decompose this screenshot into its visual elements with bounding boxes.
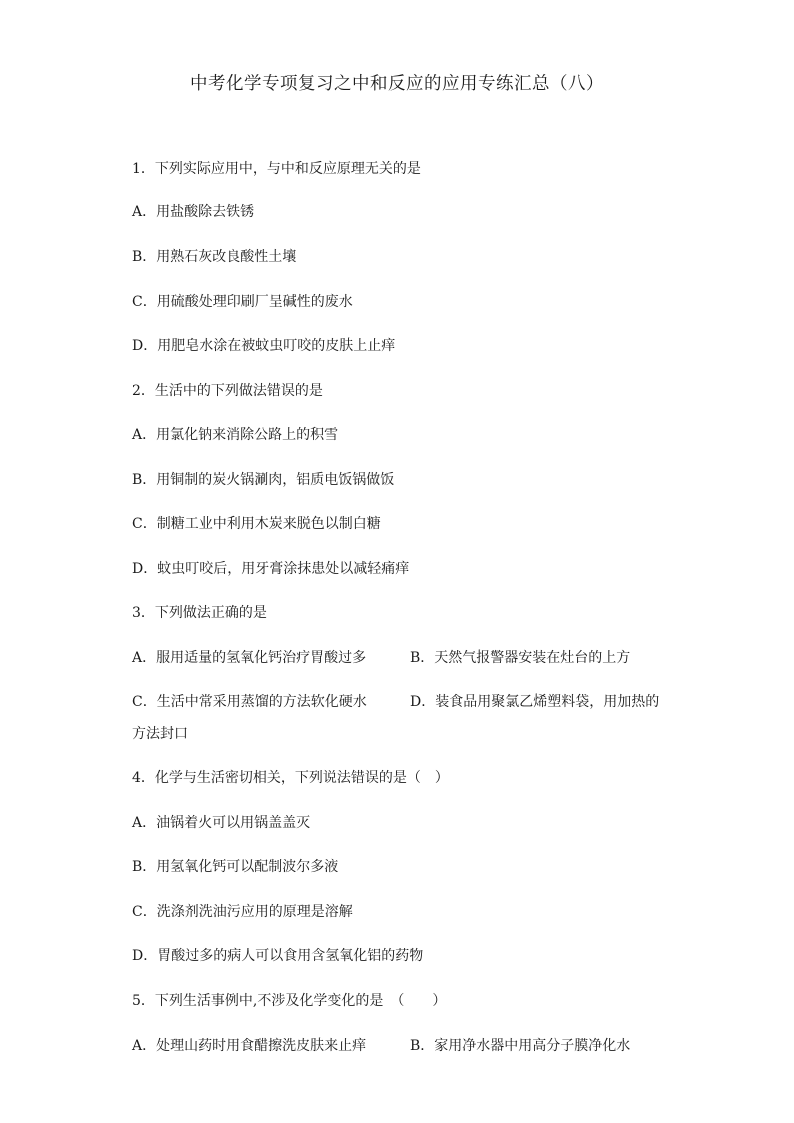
question-4-stem: 4．化学与生活密切相关，下列说法错误的是（ ） <box>132 770 449 786</box>
question-2-option-b: B．用铜制的炭火锅涮肉，铝质电饭锅做饭 <box>132 472 395 488</box>
question-3-option-c: C．生活中常采用蒸馏的方法软化硬水 <box>132 694 367 710</box>
question-1-option-d: D．用肥皂水涂在被蚊虫叮咬的皮肤上止痒 <box>132 338 396 354</box>
question-5-option-b: B．家用净水器中用高分子膜净化水 <box>410 1038 631 1054</box>
question-4-option-b: B．用氢氧化钙可以配制波尔多液 <box>132 859 339 875</box>
question-4-option-c: C．洗涤剂洗油污应用的原理是溶解 <box>132 904 353 920</box>
question-3-option-a: A．服用适量的氢氧化钙治疗胃酸过多 <box>132 650 367 666</box>
question-3-stem: 3．下列做法正确的是 <box>132 605 267 621</box>
question-2-option-d: D．蚊虫叮咬后，用牙膏涂抹患处以减轻痛痒 <box>132 561 410 577</box>
question-2-option-a: A．用氯化钠来消除公路上的积雪 <box>132 427 339 443</box>
question-4-option-a: A．油锅着火可以用锅盖盖灭 <box>132 815 311 831</box>
question-5-stem: 5．下列生活事例中,不涉及化学变化的是 （ ） <box>132 993 447 1009</box>
question-1-option-c: C．用硫酸处理印刷厂呈碱性的废水 <box>132 294 353 310</box>
question-3-option-d: D．装食品用聚氯乙烯塑料袋，用加热的 <box>410 694 660 710</box>
question-2-stem: 2．生活中的下列做法错误的是 <box>132 383 323 399</box>
page-title: 中考化学专项复习之中和反应的应用专练汇总（八） <box>190 74 604 94</box>
question-3-option-b: B．天然气报警器安装在灶台的上方 <box>410 650 631 666</box>
question-1-stem: 1．下列实际应用中，与中和反应原理无关的是 <box>132 161 421 177</box>
question-4-option-d: D．胃酸过多的病人可以食用含氢氧化铝的药物 <box>132 948 424 964</box>
question-5-option-a: A．处理山药时用食醋擦洗皮肤来止痒 <box>132 1038 367 1054</box>
question-1-option-b: B．用熟石灰改良酸性土壤 <box>132 249 297 265</box>
question-3-option-d-continuation: 方法封口 <box>132 726 188 742</box>
question-1-option-a: A．用盐酸除去铁锈 <box>132 204 255 220</box>
question-2-option-c: C．制糖工业中利用木炭来脱色以制白糖 <box>132 516 381 532</box>
